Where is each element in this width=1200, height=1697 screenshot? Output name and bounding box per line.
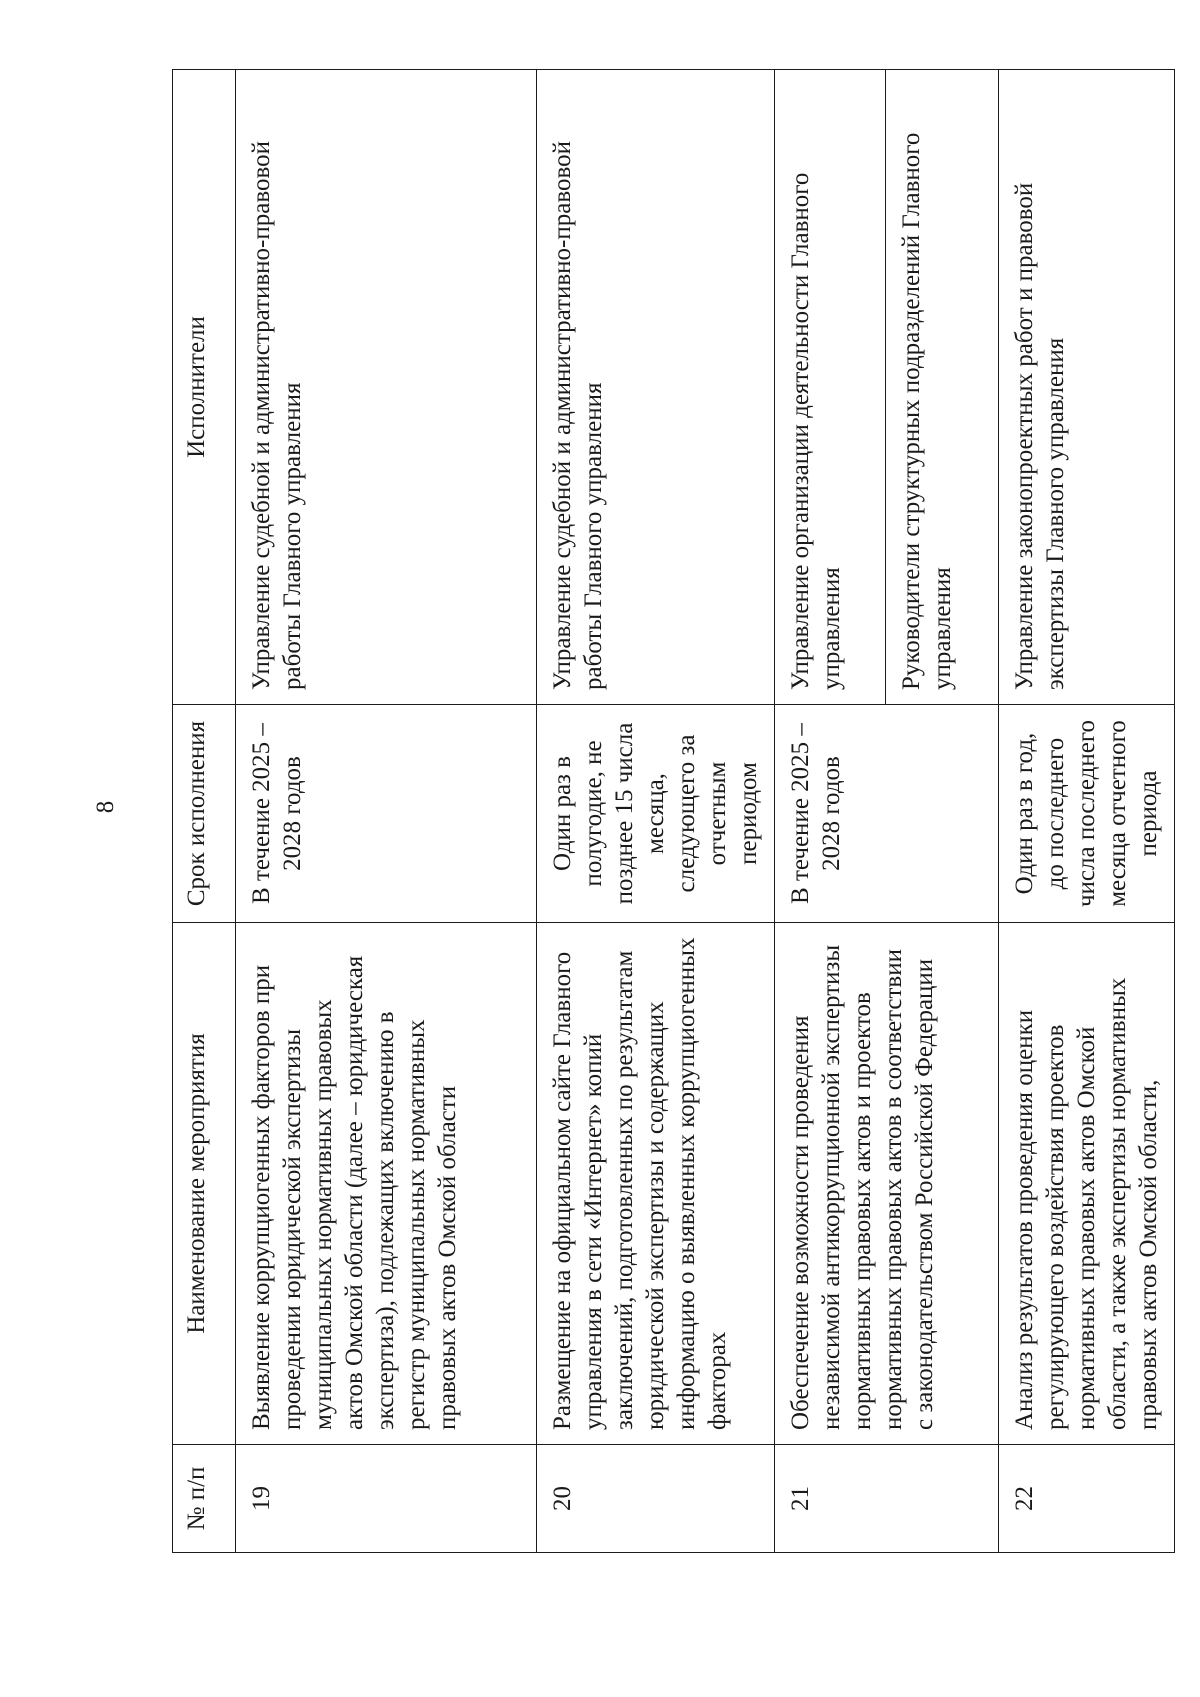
row-number: 21 [775, 1445, 999, 1553]
measure-name: Обеспечение возможности проведения независимой антикоррупционной экспертизы нормативных правовых актов и проектов нормативных правовых актов в соответствии с законодательством Российской Федерации [775, 923, 999, 1445]
table-row [537, 70, 775, 1553]
table-row [999, 70, 1175, 1553]
row-number: 20 [537, 1445, 775, 1553]
measure-term: Один раз в год, до последнего числа последнего месяца отчетного периода [999, 705, 1175, 923]
header-num: № п/п [173, 1445, 236, 1553]
measure-executor: Руководители структурных подразделений Главного управления [886, 70, 999, 705]
measure-name: Анализ результатов проведения оценки регулирующего воздействия проектов нормативных правовых актов Омской области, а также экспертизы нормативных правовых актов Омской области, [999, 923, 1175, 1445]
measure-executor: Управление судебной и административно-правовой работы Главного управления [236, 70, 537, 705]
measure-term: В течение 2025 – 2028 годов [775, 705, 999, 923]
table-row [775, 70, 886, 1553]
measure-term: Один раз в полугодие, не позднее 15 числа месяца, следующего за отчетным периодом [537, 705, 775, 923]
table-header-row [173, 70, 236, 1553]
table-row [236, 70, 537, 1553]
header-term: Срок исполнения [173, 705, 236, 923]
header-name: Наименование мероприятия [173, 923, 236, 1445]
measure-name: Размещение на официальном сайте Главного управления в сети «Интернет» копий заключений, подготовленных по результатам юридической экспертизы и содержащих информацию о выявленных коррупциогенных факторах [537, 923, 775, 1445]
page-number: 8 [92, 800, 119, 814]
row-number: 22 [999, 1445, 1175, 1553]
measure-term: В течение 2025 – 2028 годов [236, 705, 537, 923]
measure-executor: Управление судебной и административно-правовой работы Главного управления [537, 70, 775, 705]
header-executors: Исполнители [173, 70, 236, 705]
measures-table [172, 69, 1175, 1553]
measure-name: Выявление коррупциогенных факторов при проведении юридической экспертизы муниципальных нормативных правовых актов Омской области (далее – юридическая экспертиза), подлежащих включению в регистр муниципальных нормативных правовых актов Омской области [236, 923, 537, 1445]
measure-executor: Управление организации деятельности Главного управления [775, 70, 886, 705]
measure-executor: Управление законопроектных работ и правовой экспертизы Главного управления [999, 70, 1175, 705]
row-number: 19 [236, 1445, 537, 1553]
